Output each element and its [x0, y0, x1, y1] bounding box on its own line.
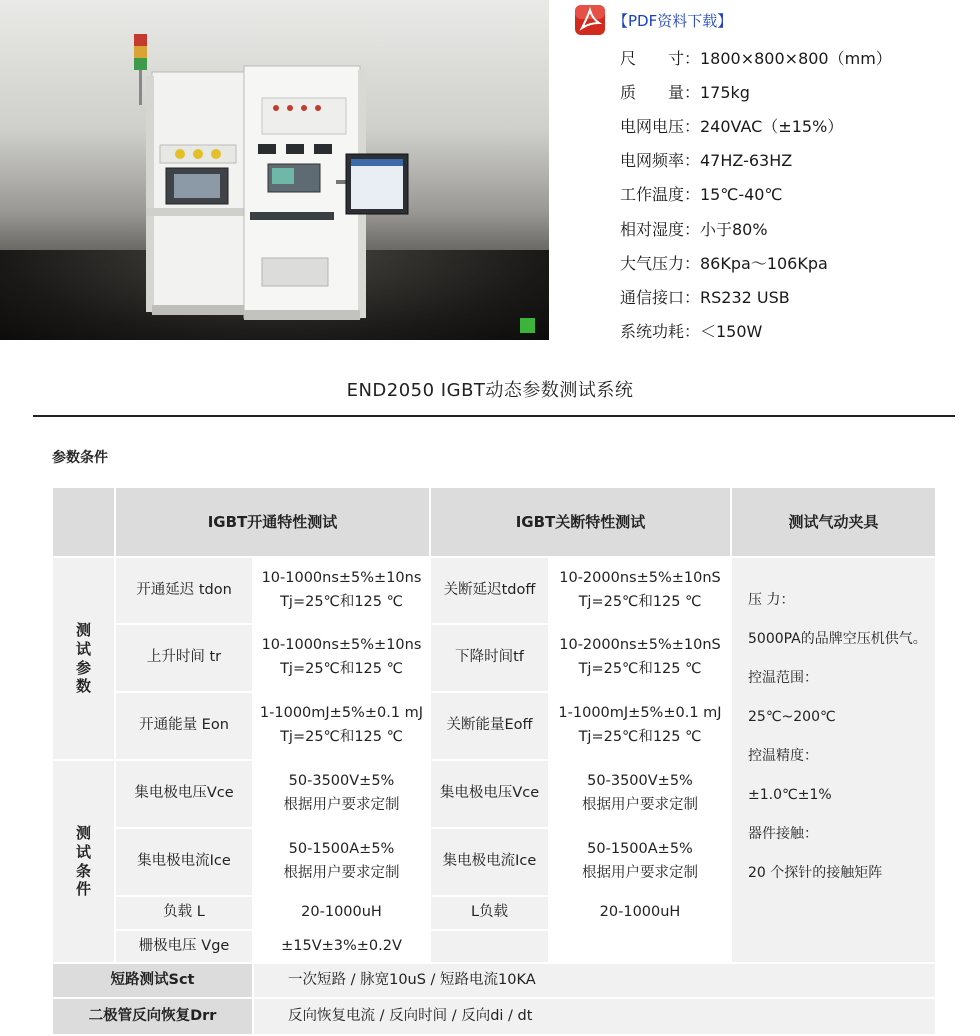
- table-corner-cell: [53, 488, 116, 558]
- spec-list: [620, 40, 970, 348]
- row-label-turn-off: 关断能量Eoff: [431, 693, 550, 761]
- header-turn-on: IGBT开通特性测试: [116, 488, 431, 558]
- row-label-turn-on: 负载 L: [116, 897, 254, 931]
- warning-sign-icon: [175, 149, 185, 159]
- header-turn-off: IGBT关断特性测试: [431, 488, 732, 558]
- clamp-line: 器件接触：: [748, 825, 818, 842]
- warning-sign-icon: [193, 149, 203, 159]
- spec-weight: 质 量：175kg: [620, 82, 750, 102]
- spec-relative-humidity: 相对湿度：小于80%: [620, 219, 768, 239]
- left-cabinet-side: [146, 76, 154, 312]
- row-label-turn-on: 集电极电流Ice: [116, 829, 254, 897]
- indicator-lamp: [287, 105, 293, 111]
- right-cabinet-base: [244, 310, 360, 320]
- clamp-line: 20 个探针的接触矩阵: [748, 864, 883, 881]
- product-photo: [0, 0, 549, 340]
- row-label-turn-off: 下降时间tf: [431, 625, 550, 693]
- row-label-turn-on: 上升时间 tr: [116, 625, 254, 693]
- diode-recovery-value: 反向恢复电流 / 反向时间 / 反向di / dt: [254, 999, 937, 1036]
- spec-power-consumption: 系统功耗：＜150W: [620, 322, 763, 342]
- section-label: 参数条件: [52, 450, 108, 466]
- spec-atmospheric-pressure: 大气压力：86Kpa～106Kpa: [620, 253, 828, 273]
- right-lower-panel: [262, 258, 328, 286]
- left-control-screen: [174, 174, 220, 198]
- left-cabinet-shelf: [146, 208, 250, 216]
- spec-size: 尺 寸：1800×800×800（mm）: [620, 48, 892, 68]
- row-label-turn-on: 栅极电压 Vge: [116, 931, 254, 964]
- row-value-turn-on: 20-1000uH: [254, 897, 431, 931]
- diode-recovery-label: 二极管反向恢复Drr: [53, 999, 254, 1036]
- row-label-turn-off: 集电极电流Ice: [431, 829, 550, 897]
- short-circuit-label: 短路测试Sct: [53, 964, 254, 999]
- clamp-details: [732, 558, 937, 964]
- digital-meter: [258, 144, 276, 154]
- short-circuit-value: 一次短路 / 脉宽10uS / 短路电流10KA: [254, 964, 937, 999]
- digital-meter: [286, 144, 304, 154]
- pdf-download-row[interactable]: [573, 2, 732, 38]
- clamp-line: 25℃~200℃: [748, 708, 836, 725]
- clamp-line: 压 力：: [748, 591, 795, 608]
- left-cabinet-base: [152, 305, 244, 315]
- row-label-turn-off-empty: [431, 931, 550, 964]
- clamp-line: 控温范围：: [748, 669, 818, 686]
- group-test-parameters: 测 试 参 数: [53, 558, 116, 761]
- indicator-lamp: [273, 105, 279, 111]
- keyboard-tray: [250, 212, 334, 220]
- tower-light-green: [134, 58, 147, 70]
- parameter-table: [53, 488, 937, 1036]
- indicator-lamp: [315, 105, 321, 111]
- tower-light-red: [134, 34, 147, 46]
- pdf-download-link[interactable]: 【PDF资料下载】: [613, 11, 733, 30]
- group-test-conditions: 测 试 条 件: [53, 761, 116, 964]
- row-label-turn-off: 关断延迟tdoff: [431, 558, 550, 625]
- row-value-turn-off: 10-2000ns±5%±10nS Tj=25℃和125 ℃: [550, 558, 732, 625]
- row-value-turn-on: 10-1000ns±5%±10ns Tj=25℃和125 ℃: [254, 558, 431, 625]
- indicator-lamp: [301, 105, 307, 111]
- row-label-turn-off: L负载: [431, 897, 550, 931]
- pdf-file-icon[interactable]: [573, 3, 607, 37]
- warning-sign-icon: [211, 149, 221, 159]
- tower-light-pole: [139, 70, 142, 105]
- row-value-turn-on: 1-1000mJ±5%±0.1 mJ Tj=25℃和125 ℃: [254, 693, 431, 761]
- row-value-turn-off: 20-1000uH: [550, 897, 732, 931]
- row-value-turn-off: 1-1000mJ±5%±0.1 mJ Tj=25℃和125 ℃: [550, 693, 732, 761]
- monitor-screen-header: [351, 159, 403, 166]
- test-system-cabinet-illustration: [0, 0, 549, 340]
- spec-communication-interface: 通信接口：RS232 USB: [620, 287, 790, 307]
- title-divider: [33, 415, 955, 417]
- row-value-turn-off-empty: [550, 931, 732, 964]
- row-value-turn-on: 50-1500A±5% 根据用户要求定制: [254, 829, 431, 897]
- page-title: END2050 IGBT动态参数测试系统: [346, 380, 634, 401]
- clamp-line: 控温精度：: [748, 747, 818, 764]
- header-clamp: 测试气动夹具: [732, 488, 937, 558]
- digital-meter: [314, 144, 332, 154]
- row-value-turn-off: 50-3500V±5% 根据用户要求定制: [550, 761, 732, 829]
- row-value-turn-off: 50-1500A±5% 根据用户要求定制: [550, 829, 732, 897]
- spec-grid-voltage: 电网电压：240VAC（±15%）: [620, 116, 844, 136]
- row-label-turn-on: 开通能量 Eon: [116, 693, 254, 761]
- row-value-turn-on: ±15V±3%±0.2V: [254, 931, 431, 964]
- clamp-line: ±1.0℃±1%: [748, 786, 832, 803]
- row-label-turn-on: 集电极电压Vce: [116, 761, 254, 829]
- row-label-turn-off: 集电极电压Vce: [431, 761, 550, 829]
- spec-grid-frequency: 电网频率：47HZ-63HZ: [620, 151, 793, 171]
- right-cabinet-top-panel: [262, 98, 346, 134]
- monitor-screen: [351, 159, 403, 209]
- row-value-turn-off: 10-2000ns±5%±10nS Tj=25℃和125 ℃: [550, 625, 732, 693]
- spec-operating-temperature: 工作温度：15℃-40℃: [620, 185, 783, 205]
- clamp-line: 5000PA的品牌空压机供气。: [748, 630, 927, 647]
- test-fixture-screen: [272, 168, 294, 184]
- row-value-turn-on: 50-3500V±5% 根据用户要求定制: [254, 761, 431, 829]
- row-value-turn-on: 10-1000ns±5%±10ns Tj=25℃和125 ℃: [254, 625, 431, 693]
- row-label-turn-on: 开通延迟 tdon: [116, 558, 254, 625]
- tower-light-amber: [134, 46, 147, 58]
- green-indicator-square: [520, 318, 535, 333]
